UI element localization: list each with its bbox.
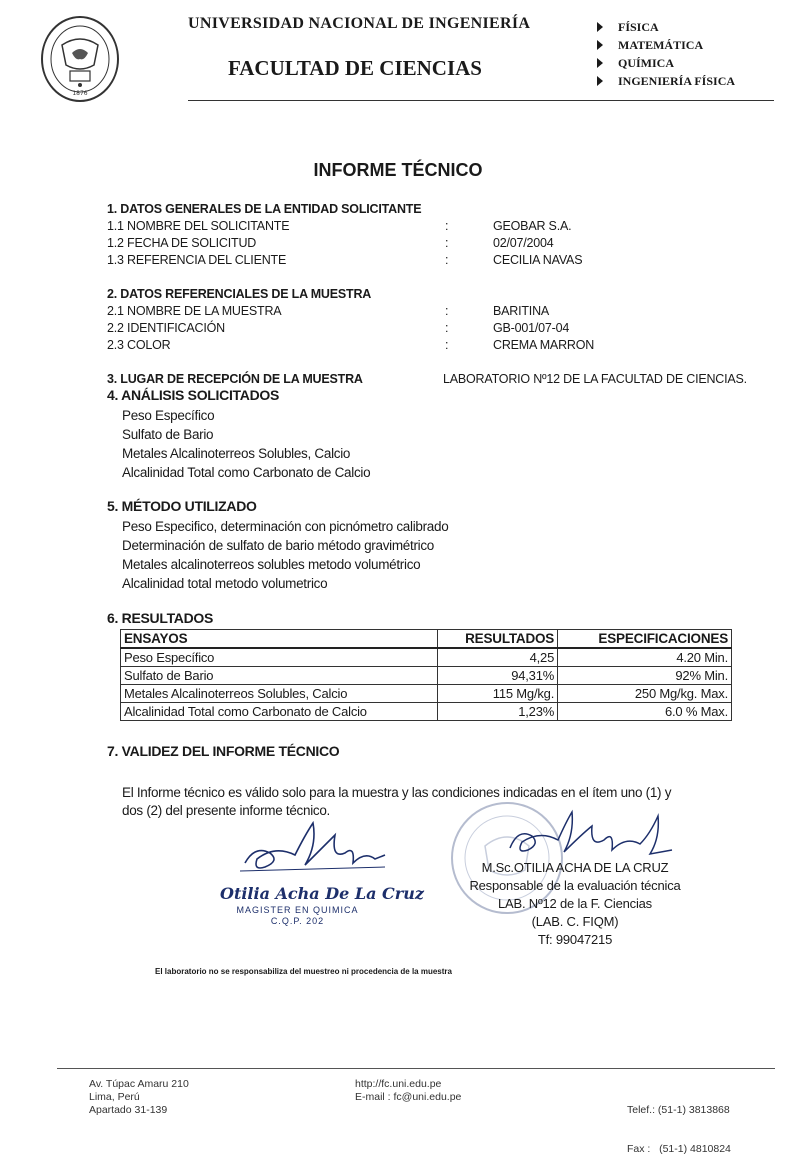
university-seal-logo xyxy=(40,15,120,103)
department-item: FÍSICA xyxy=(597,18,735,36)
column-header: ENSAYOS xyxy=(121,630,438,649)
triangle-bullet-icon xyxy=(597,76,603,86)
website-link: http://fc.uni.edu.pe xyxy=(355,1078,442,1090)
column-header: RESULTADOS xyxy=(438,630,558,649)
phone-line: Telef.: (51-1) 3813868 xyxy=(627,1104,730,1116)
colon: : xyxy=(445,253,449,267)
triangle-bullet-icon xyxy=(597,58,603,68)
method-list xyxy=(122,517,448,593)
field-value: BARITINA xyxy=(493,304,550,318)
field-value: GEOBAR S.A. xyxy=(493,219,572,233)
list-item: Peso Especifico, determinación con picnómetro calibrado xyxy=(122,519,449,534)
table-cell: 1,23% xyxy=(438,703,558,721)
signatory-name: M.Sc.OTILIA ACHA DE LA CRUZ xyxy=(481,860,669,875)
footer-address xyxy=(89,1078,189,1117)
signature-left xyxy=(235,815,395,885)
field-label: 2.3 COLOR xyxy=(107,338,171,352)
list-item: Determinación de sulfato de bario método gravimétrico xyxy=(122,538,435,553)
triangle-bullet-icon xyxy=(597,22,603,32)
stamp-cqp: C.Q.P. 202 xyxy=(270,916,325,926)
signatory-lab: LAB. Nº12 de la F. Ciencias xyxy=(498,896,652,911)
footer-divider xyxy=(57,1068,775,1069)
field-value: GB-001/07-04 xyxy=(493,321,570,335)
document-title: INFORME TÉCNICO xyxy=(313,160,483,180)
disclaimer: El laboratorio no se responsabiliza del muestreo ni procedencia de la muestra xyxy=(155,967,452,976)
list-item: Metales alcalinoterreos solubles metodo volumétrico xyxy=(122,557,421,572)
list-item: Alcalinidad total metodo volumetrico xyxy=(122,576,328,591)
department-list xyxy=(597,18,735,90)
table-cell: 92% Min. xyxy=(558,667,732,685)
column-header: ESPECIFICACIONES xyxy=(558,630,732,649)
colon: : xyxy=(445,236,449,250)
table-cell: Peso Específico xyxy=(121,648,438,667)
signatory-phone: Tf: 99047215 xyxy=(537,932,613,947)
table-cell: Metales Alcalinoterreos Solubles, Calcio xyxy=(121,685,438,703)
table-row xyxy=(121,667,732,685)
section-1-heading: 1. DATOS GENERALES DE LA ENTIDAD SOLICITANTE xyxy=(107,202,422,216)
university-name: UNIVERSIDAD NACIONAL DE INGENIERÍA xyxy=(188,15,531,32)
faculty-name: FACULTAD DE CIENCIAS xyxy=(228,56,482,80)
department-item: MATEMÁTICA xyxy=(597,36,735,54)
table-row xyxy=(121,703,732,721)
triangle-bullet-icon xyxy=(597,40,603,50)
fax-line: Fax : (51-1) 4810824 xyxy=(627,1143,731,1155)
section-2-heading: 2. DATOS REFERENCIALES DE LA MUESTRA xyxy=(107,287,372,301)
list-item: Sulfato de Bario xyxy=(122,427,214,442)
field-value: 02/07/2004 xyxy=(493,236,554,250)
department-item: QUÍMICA xyxy=(597,54,735,72)
table-row xyxy=(121,685,732,703)
seal-year: 1876 xyxy=(72,90,88,97)
table-cell: 94,31% xyxy=(438,667,558,685)
table-cell: 4,25 xyxy=(438,648,558,667)
address-line: Av. Túpac Amaru 210 xyxy=(89,1078,189,1090)
section-7-heading: 7. VALIDEZ DEL INFORME TÉCNICO xyxy=(107,743,340,759)
table-cell: 115 Mg/kg. xyxy=(438,685,558,703)
reception-place: LABORATORIO Nº12 DE LA FACULTAD DE CIENCIAS. xyxy=(443,372,747,386)
field-value: CREMA MARRON xyxy=(493,338,595,352)
colon: : xyxy=(445,219,449,233)
list-item: Alcalinidad Total como Carbonato de Calcio xyxy=(122,465,371,480)
table-cell: 250 Mg/kg. Max. xyxy=(558,685,732,703)
section-4-heading: 4. ANÁLISIS SOLICITADOS xyxy=(107,387,280,403)
header-divider xyxy=(188,100,774,101)
field-label: 2.2 IDENTIFICACIÓN xyxy=(107,321,225,335)
field-label: 2.1 NOMBRE DE LA MUESTRA xyxy=(107,304,282,318)
section-5-heading: 5. MÉTODO UTILIZADO xyxy=(107,498,257,514)
list-item: Metales Alcalinoterreos Solubles, Calcio xyxy=(122,446,351,461)
table-cell: Alcalinidad Total como Carbonato de Calcio xyxy=(121,703,438,721)
validity-text-line1: El Informe técnico es válido solo para la muestra y las condiciones indicadas en el ítem uno (1) y xyxy=(122,785,672,800)
colon: : xyxy=(445,338,449,352)
colon: : xyxy=(445,321,449,335)
address-line: Lima, Perú xyxy=(89,1091,140,1103)
table-cell: 4.20 Min. xyxy=(558,648,732,667)
section-3-heading: 3. LUGAR DE RECEPCIÓN DE LA MUESTRA xyxy=(107,372,363,386)
field-label: 1.2 FECHA DE SOLICITUD xyxy=(107,236,257,250)
list-item: Peso Específico xyxy=(122,408,215,423)
stamp-name: Otilia Acha De La Cruz xyxy=(220,884,424,903)
analysis-list xyxy=(122,406,370,482)
signatory-role: Responsable de la evaluación técnica xyxy=(469,878,681,893)
colon: : xyxy=(445,304,449,318)
field-label: 1.1 NOMBRE DEL SOLICITANTE xyxy=(107,219,290,233)
footer-web xyxy=(355,1078,461,1104)
field-value: CECILIA NAVAS xyxy=(493,253,583,267)
department-item: INGENIERÍA FÍSICA xyxy=(597,72,735,90)
table-row xyxy=(121,648,732,667)
table-cell: 6.0 % Max. xyxy=(558,703,732,721)
results-table xyxy=(120,629,732,721)
footer-phones xyxy=(627,1078,731,1169)
table-header-row xyxy=(121,630,732,649)
field-label: 1.3 REFERENCIA DEL CLIENTE xyxy=(107,253,287,267)
table-cell: Sulfato de Bario xyxy=(121,667,438,685)
stamp-title: MAGISTER EN QUIMICA xyxy=(236,905,359,915)
section-6-heading: 6. RESULTADOS xyxy=(107,610,214,626)
signatory-lab-code: (LAB. C. FIQM) xyxy=(531,914,619,929)
email-link: E-mail : fc@uni.edu.pe xyxy=(355,1091,462,1103)
signatory-block xyxy=(455,859,695,949)
validity-text-line2: dos (2) del presente informe técnico. xyxy=(122,803,331,818)
address-line: Apartado 31-139 xyxy=(89,1104,168,1116)
